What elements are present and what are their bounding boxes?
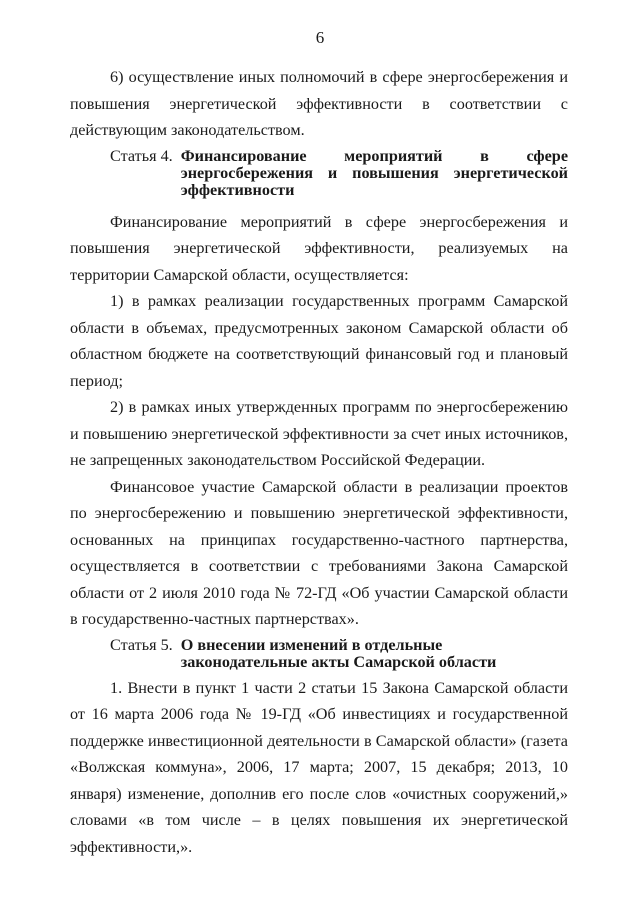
article-4-paragraph-2: 2) в рамках иных утвержденных программ по энергосбережению и повышению энергетической эффективности за счет иных источников, не запрещенных законодательством Российской Федерации. (70, 398, 568, 469)
article-4-heading (70, 148, 568, 199)
article-4-paragraph-intro: Финансирование мероприятий в сфере энергосбережения и повышения энергетической эффективности, реализуемых на территории Самарской области, осуществляется: (70, 212, 568, 284)
article-4-paragraph-1: 1) в рамках реализации государственных программ Самарской области в объемах, предусмотренных законом Самарской области об областном бюджете на соответствующий финансовый год и плановый период; (70, 292, 568, 390)
article-5-label: Статья 5. (110, 635, 173, 654)
document-body (70, 64, 568, 860)
article-4-title: Финансирование мероприятий в сфере энергосбережения и повышения энергетической эффективности (180, 146, 568, 199)
article-5-title: О внесении изменений в отдельные законодательные акты Самарской области (180, 635, 497, 671)
article-4-paragraph-financing: Финансовое участие Самарской области в реализации проектов по энергосбережению и повышению энергетической эффективности, основанных на принципах государственно-частного партнерства, осуществляется в соответствии с требованиями Закона Самарской области от 2 июля 2010 года № 72-ГД «Об участии Самарской области в государственно-частных партнерствах». (70, 477, 568, 628)
article-5-paragraph-1: 1. Внести в пункт 1 части 2 статьи 15 Закона Самарской области от 16 марта 2006 года № 19-ГД «Об инвестициях и государственной поддержке инвестиционной деятельности в Самарской области» (газета «Волжская коммуна», 2006, 17 марта; 2007, 15 декабря; 2013, 10 января) изменение, дополнив его после слов «очистных сооружений,» словами «в том числе – в целях повышения их энергетической эффективности,». (70, 678, 568, 856)
article-5-heading (70, 637, 568, 671)
article-4-label: Статья 4. (110, 146, 173, 165)
paragraph-item-6: 6) осуществление иных полномочий в сфере энергосбережения и повышения энергетической эффективности в соответствии с действующим законодательством. (70, 68, 568, 139)
page-number: 6 (315, 28, 325, 47)
